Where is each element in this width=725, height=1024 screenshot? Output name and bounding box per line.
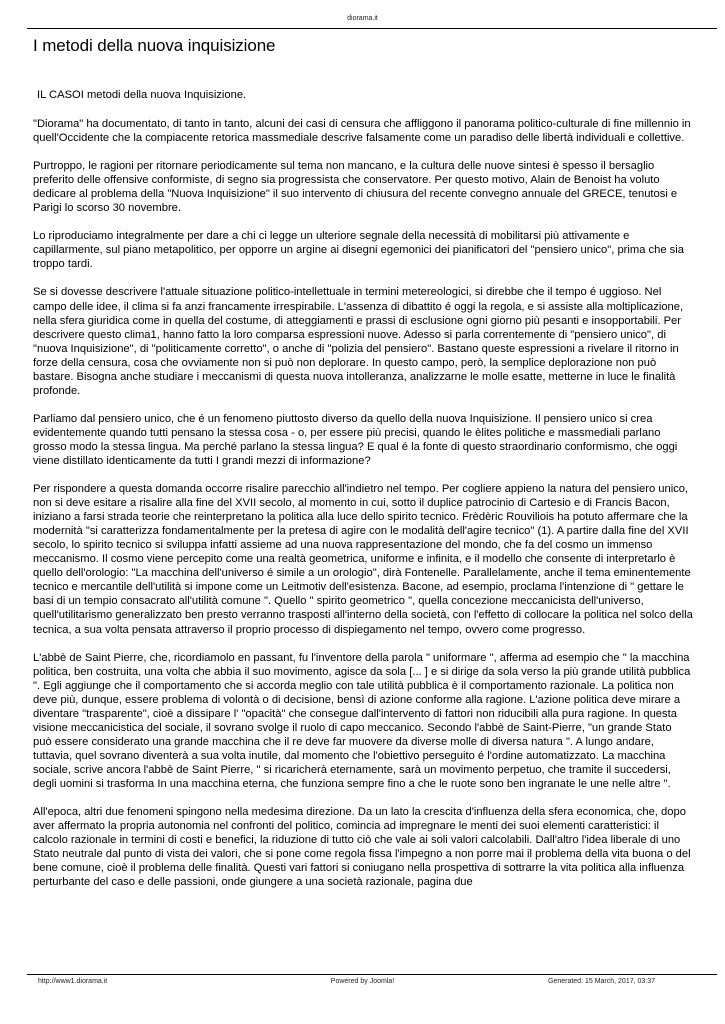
header-divider xyxy=(27,28,717,29)
footer-powered-by: Powered by Joomla! xyxy=(330,978,395,985)
article-paragraph: Per rispondere a questa domanda occorre risalire parecchio all'indietro nel tempo. Per cogliere appieno la natura del pensiero unico, non si deve esitare a risalire alla fine del XVII secolo, al momento in cui, sotto il duplice patrocinio di Cartesio e di Francis Bacon, iniziano a farsi strada teorie che reinterpretano la politica alla luce dello spirito tecnico. Frèdèric Rouviliois ha potuto affermare che la modernità "si caratterizza fondamentalmente per la pretesa di agire con le modalità dell'agire tecnico" (1). A partire dalla fine del XVII secolo, lo spirito tecnico si sviluppa infatti assieme ad una nuova rappresentazione del mondo, che fa del cosmo un immenso meccanismo. Il cosmo viene percepito come una realtà geometrica, uniforme e infinita, e il modello che consente di interpretarlo è quello dell'orologio: "La macchina dell'universo é simile a un orologio", dirà Fontenelle. Parallelamente, anche il tema eminentemente tecnico e mercantile dell'utilità si impone come un Leitmotiv dell'esistenza. Bacone, ad esempio, proclama l'intenzione di " gettare le basi di un tempio consacrato all'utilità comune ". Quello " spirito geometrico ", quella concezione meccanicista dell'universo, quell'utilitarismo generalizzato ben presto verranno trasposti all'interno della società, con l'effetto di collocare la politica nel solco della tecnica, a sua volta pensata attraverso il proprio processo di dispiegamento nel tempo, ovvero come progresso. xyxy=(33,483,693,636)
article-paragraph: Purtroppo, le ragioni per ritornare periodicamente sul tema non mancano, e la cultura delle nuove sintesi è spesso il bersaglio preferito delle offensive conformiste, di segno sia progressista che conservatore. Per questo motivo, Alain de Benoist ha voluto dedicare al problema della "Nuova Inquisizione" il suo intervento di chiusura del recente convegno annuale del GRECE, tenutosi e Parigi lo scorso 30 novembre. xyxy=(33,160,678,215)
article-body xyxy=(33,88,693,903)
footer-divider xyxy=(27,974,717,975)
article-paragraph: Se si dovesse descrivere l'attuale situazione politico-intellettuale in termini metereologici, si direbbe che il tempo é uggioso. Nel campo delle idee, il clima si fa anzi francamente irrespirabile. L'assenza di dibattito é oggi la regola, e si assiste alla moltiplicazione, nella sfera giuridica come in quella del costume, di atteggiamenti e prassi di esclusione ogni giorno più pesanti e insopportabili. Per descrivere questo clima1, hanno fatto la loro comparsa espressioni nuove. Adesso si parla correntemente di "pensiero unico", di "nuova Inquisizione", di "politicamente corretto", o anche di "polizia del pensiero". Bastano queste espressioni a rivelare il ritorno in forze della censura, cosa che ovviamente non si può non deplorare. In questo campo, però, la semplice deplorazione non può bastare. Bisogna anche studiare i meccanismi di questa nuova intolleranza, analizzarne le molle esatte, metterne in luce le finalità profonde. xyxy=(33,286,684,397)
article-lead: IL CASOI metodi della nuova Inquisizione. xyxy=(37,89,247,101)
article-paragraph: L'abbè de Saint Pierre, che, ricordiamolo en passant, fu l'inventore della parola " uniformare ", afferma ad esempio che " la macchina politica, ben costruita, una volta che abbia il suo movimento, agisce da sola [... ] e si dirige da sola verso la più grande utilità pubblica ". Egli aggiunge che il comportamento che si accorda meglio con tale utilità pubblica è il comportamento razionale. La politica non deve più, dunque, essere problema di volontà o di decisione, bensì di azione conforme alla ragione. L'azione politica deve mirare a diventare "trasparente", cioè a dissipare l' "opacità" che consegue dall'intervento di fattori non riducibili alla pura ragione. In questa visione meccanicistica del sociale, il sovrano svolge il ruolo di capo meccanico. Secondo l'abbè de Saint-Pierre, "un grande Stato può essere considerato una grande macchina che il re deve far muovere da diverse molle di diversa natura ". A lungo andare, tuttavia, quel sovrano diventerà a sua volta inutile, dal momento che l'obiettivo perseguito é l'ordine automatizzato. La macchina sociale, scrive ancora l'abbè de Saint Pierre, " si ricaricherà eternamente, sarà un movimento perpetuo, che tramite il succedersi, degli uomini si trasforma In una macchina eterna, che funziona sempre fino a che le ruote sono ben ingranate le une nelle altre ". xyxy=(33,651,691,790)
article-paragraph: "Diorama" ha documentato, di tanto in tanto, alcuni dei casi di censura che affliggono il panorama politico-culturale di fine millennio in quell'Occidente che la compiacente retorica massmediale descrive falsamente come un paradiso delle libertà individuali e collettive. xyxy=(33,118,691,145)
article-paragraph: Parliamo dal pensiero unico, che é un fenomeno piuttosto diverso da quello della nuova Inquisizione. Il pensiero unico si crea evidentemente quando tutti pensano la stessa cosa - o, per essere più precisi, quando le èlites politiche e massmediali parlano grosso modo la stessa lingua. Ma perché parlano la stessa lingua? E qual é la fonte di questo straordinario conformismo, che oggi viene distillato identicamente da tutti I grandi mezzi di informazione? xyxy=(33,412,678,467)
article-paragraph: All'epoca, altri due fenomeni spingono nella medesima direzione. Da un lato la crescita d'influenza della sfera economica, che, dopo aver affermato la propria autonomia nel confronti del politico, comincia ad impregnare le menti dei suoi elementi caratteristici: il calcolo razionale in termini di costi e benefici, la riduzione di tutto ciò che vale ai soli valori calcolabili. Dall'altro l'idea liberale di uno Stato neutrale dal punto di vista dei valori, che si pone come regola fissa l'impegno a non porre mai il problema della vita buona o del bene comune, cioè il problema delle finalità. Questi vari fattori si coniugano nella prospettiva di sottrarre la vita politica alla influenza perturbante del caso e delle passioni, onde giungere a una società razionale, pagina due xyxy=(33,806,691,889)
site-header: diorama.it xyxy=(347,15,378,22)
article-title: I metodi della nuova inquisizione xyxy=(33,36,276,55)
footer-generated: Generated: 15 March, 2017, 03:37 xyxy=(548,978,656,985)
footer-url: http://www1.diorama.it xyxy=(38,978,108,985)
article-paragraph: Lo riproduciamo integralmente per dare a chi ci legge un ulteriore segnale della necessità di mobilitarsi più attivamente e capillarmente, sul piano metapolitico, per opporre un argine ai disegni egemonici dei pianificatori del "pensiero unico", prima che sia troppo tardi. xyxy=(33,230,684,271)
